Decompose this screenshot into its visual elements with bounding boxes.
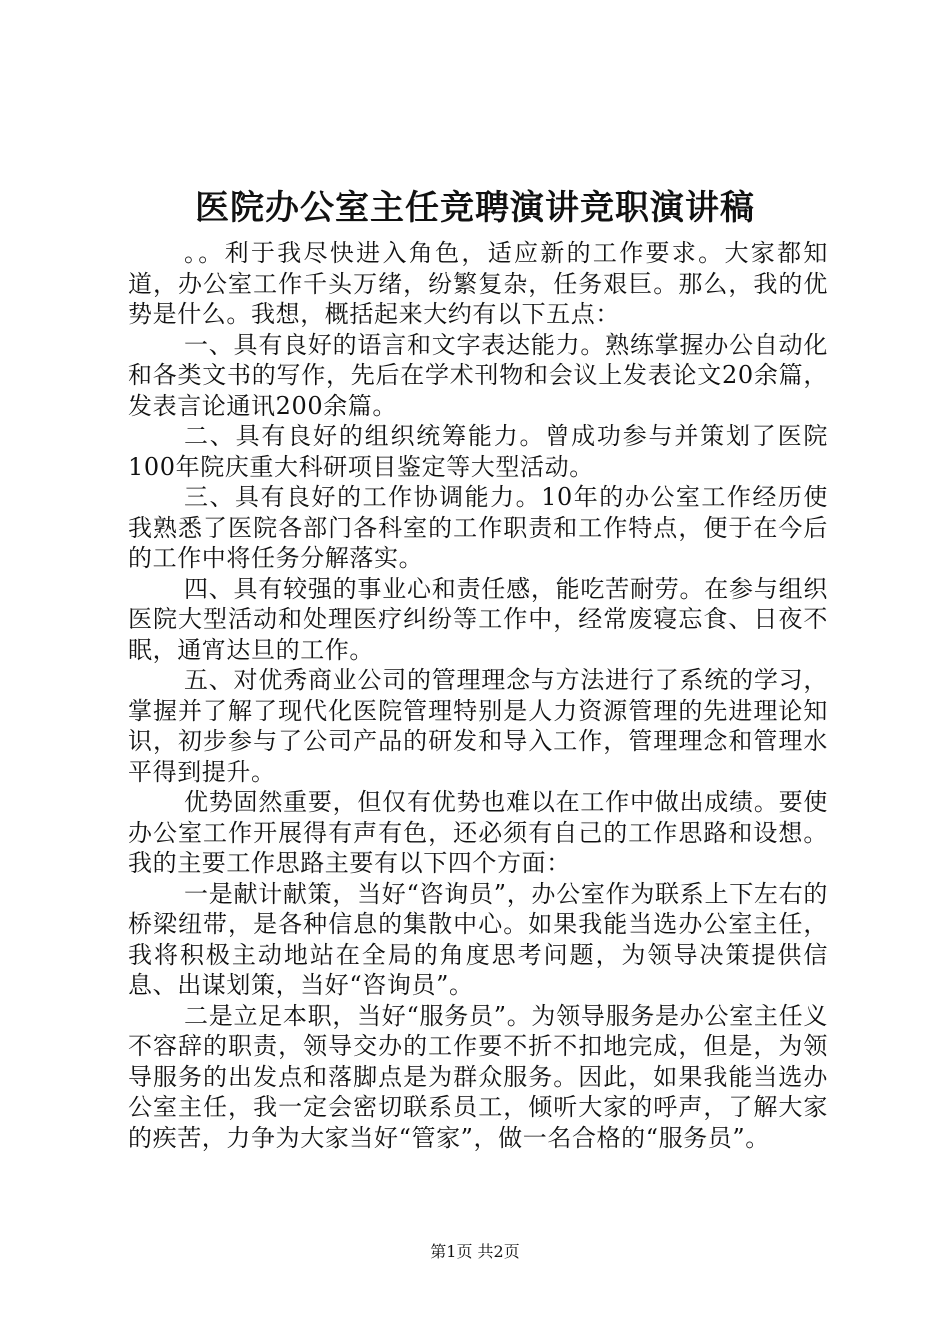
paragraph-intro: 。。利于我尽快进入角色，适应新的工作要求。大家都知道，办公室工作千头万绪，纷繁复杂，任务艰巨。那么，我的优势是什么。我想，概括起来大约有以下五点： xyxy=(128,239,828,328)
paragraph-transition: 优势固然重要，但仅有优势也难以在工作中做出成绩。要使办公室工作开展得有声有色，还必须有自己的工作思路和设想。我的主要工作思路主要有以下四个方面： xyxy=(128,788,828,877)
document-title: 医院办公室主任竞聘演讲竞职演讲稿 xyxy=(195,188,755,228)
paragraph-point-5: 五、对优秀商业公司的管理理念与方法进行了系统的学习，掌握并了解了现代化医院管理特别是人力资源管理的先进理论知识，初步参与了公司产品的研发和导入工作，管理理念和管理水平得到提升。 xyxy=(128,666,828,786)
paragraph-point-1: 一、具有良好的语言和文字表达能力。熟练掌握办公自动化和各类文书的写作，先后在学术刊物和会议上发表论文20余篇，发表言论通讯200余篇。 xyxy=(128,330,828,420)
paragraph-point-3: 三、具有良好的工作协调能力。10年的办公室工作经历使我熟悉了医院各部门各科室的工作职责和工作特点，便于在今后的工作中将任务分解落实。 xyxy=(128,483,828,572)
document-body xyxy=(128,238,828,1153)
paragraph-plan-2: 二是立足本职，当好“服务员”。为领导服务是办公室主任义不容辞的职责，领导交办的工作要不折不扣地完成，但是，为领导服务的出发点和落脚点是为群众服务。因此，如果我能当选办公室主任，我一定会密切联系员工，倾听大家的呼声，了解大家的疾苦，力争为大家当好“管家”，做一名合格的“服务员”。 xyxy=(128,1001,828,1152)
page-number-footer: 第1页 共2页 xyxy=(430,1242,520,1261)
paragraph-point-2: 二、具有良好的组织统筹能力。曾成功参与并策划了医院100年院庆重大科研项目鉴定等大型活动。 xyxy=(128,422,828,481)
paragraph-point-4: 四、具有较强的事业心和责任感，能吃苦耐劳。在参与组织医院大型活动和处理医疗纠纷等工作中，经常废寝忘食、日夜不眠，通宵达旦的工作。 xyxy=(128,574,828,664)
paragraph-plan-1: 一是献计献策，当好“咨询员”，办公室作为联系上下左右的桥梁纽带，是各种信息的集散中心。如果我能当选办公室主任，我将积极主动地站在全局的角度思考问题，为领导决策提供信息、出谋划策，当好“咨询员”。 xyxy=(128,879,828,999)
